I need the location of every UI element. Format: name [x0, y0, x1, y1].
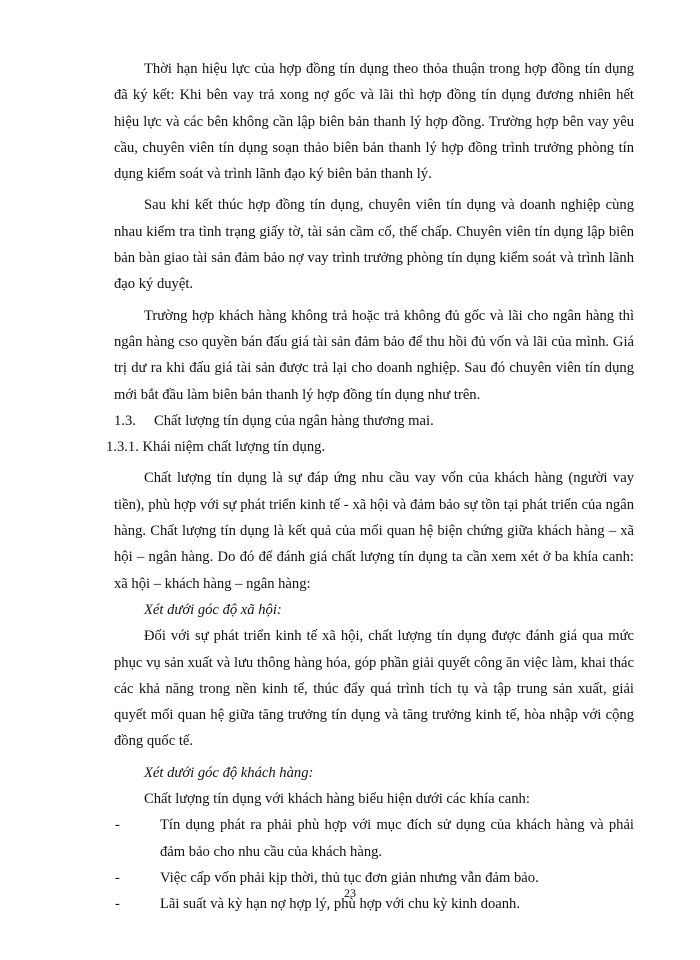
paragraph-credit-quality-definition: Chất lượng tín dụng là sự đáp ứng nhu cầu vay vốn của khách hàng (người vay tiền), phù hợp với sự phát triển kinh tế - xã hội và đảm bảo sự tồn tại phát triển của ngân hàng. Chất lượng tín dụng là kết quả của mối quan hệ biện chứng giữa khách hàng – xã hội – ngân hàng. Do đó để đánh giá chất lượng tín dụng ta cần xem xét ở ba khía canh: xã hội – khách hàng – ngân hàng: [114, 470, 634, 592]
dash-bullet: - [115, 896, 120, 913]
section-number: 1.3. [114, 412, 136, 429]
dash-bullet: - [115, 869, 120, 886]
section-heading-1-3 [114, 408, 634, 434]
document-body [106, 56, 634, 918]
italic-heading-customer: Xét dưới góc độ khách hàng: [144, 764, 314, 781]
section-title: Chất lượng tín dụng của ngân hàng thương mai. [154, 412, 434, 429]
list-item: - Việc cấp vốn phải kịp thời, thủ tục đơn giản nhưng vẫn đảm bảo. [114, 865, 634, 891]
italic-heading-society: Xét dưới góc độ xã hội: [144, 601, 282, 618]
dash-bullet: - [115, 817, 120, 834]
paragraph-contract-validity: Thời hạn hiệu lực của hợp đồng tín dụng theo thỏa thuận trong hợp đồng tín dụng đã ký kết: Khi bên vay trả xong nợ gốc và lãi thì hợp đồng tín dụng đương nhiên hết hiệu lực và các bên không cần lập biên bản thanh lý hợp đồng. Trường hợp bên vay yêu cầu, chuyên viên tín dụng soạn thảo biên bản thanh lý hợp đồng trình trưởng phòng tín dụng kiểm soát và trình lãnh đạo ký biên bản thanh lý. [114, 61, 634, 183]
paragraph-auction: Trường hợp khách hàng không trả hoặc trả không đủ gốc và lãi cho ngân hàng thì ngân hàng cso quyền bán đấu giá tài sản đảm bảo để thu hồi đủ vốn và lãi của mình. Giá trị dư ra khi đấu giá tài sản được trả lại cho doanh nghiệp. Sau đó chuyên viên tín dụng mới bắt đầu làm biên bản thanh lý hợp đồng tín dụng như trên. [114, 307, 634, 403]
paragraph-society: Đối với sự phát triển kinh tế xã hội, chất lượng tín dụng được đánh giá qua mức phục vụ sản xuất và lưu thông hàng hóa, góp phần giải quyết công ăn việc làm, khai thác các khả năng trong nền kinh tế, thúc đẩy quá trình tích tụ và tập trung sản xuất, giải quyết mối quan hệ giữa tăng trưởng tín dụng và tăng trưởng kinh tế, hòa nhập với cộng đồng quốc tế. [114, 628, 634, 750]
bullet-list [114, 812, 634, 917]
paragraph-contract-end: Sau khi kết thúc hợp đồng tín dụng, chuyên viên tín dụng và doanh nghiệp cùng nhau kiểm tra tình trạng giấy tờ, tài sản cầm cố, thế chấp. Chuyên viên tín dụng lập biên bản bàn giao tài sản đảm bảo nợ vay trình trưởng phòng tín dụng kiểm soát và trình lãnh đạo ký duyệt. [114, 197, 634, 293]
page-number: 23 [344, 886, 356, 900]
paragraph-customer-intro: Chất lượng tín dụng với khách hàng biểu hiện dưới các khía canh: [144, 791, 530, 808]
subsection-heading-1-3-1: 1.3.1. Khái niệm chất lượng tín dụng. [106, 439, 326, 456]
list-item: - Tín dụng phát ra phải phù hợp với mục đích sử dụng của khách hàng và phải đảm bảo cho nhu cầu của khách hàng. [114, 812, 634, 865]
list-item: - Lãi suất và kỳ hạn nợ hợp lý, phù hợp với chu kỳ kinh doanh. [114, 891, 634, 917]
